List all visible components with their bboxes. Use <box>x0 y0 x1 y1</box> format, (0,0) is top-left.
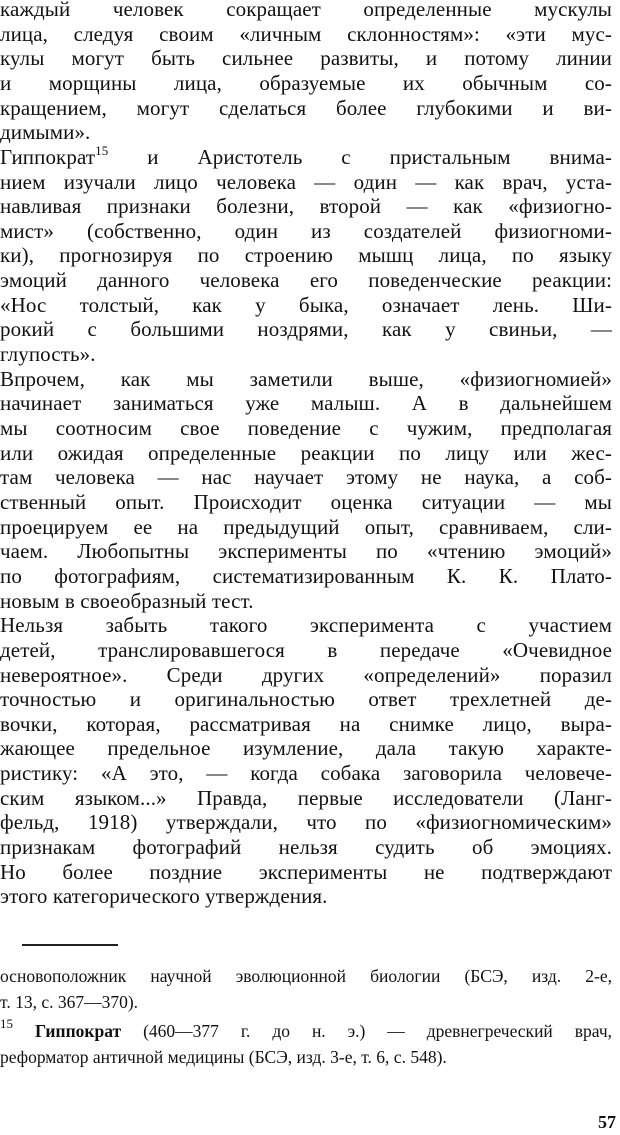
body-line: мы соотносим свое поведение с чужим, предполагая <box>0 416 612 441</box>
body-line: чаем. Любопытны эксперименты по «чтению эмоций» <box>0 539 612 564</box>
body-line: жающее предельное изумление, дала такую характе- <box>0 736 612 761</box>
body-line: ки), прогнозируя по строению мышц лица, по языку <box>0 243 612 268</box>
body-line: эмоций данного человека его поведенческие реакции: <box>0 268 612 293</box>
body-line: Впрочем, как мы заметили выше, «физиогномией» <box>0 366 612 391</box>
footnote-line: реформатор античной медицины (БСЭ, изд. 3-е, т. 6, с. 548). <box>0 1047 447 1067</box>
body-line: кулы могут быть сильнее развиты, и потому линии <box>0 46 612 71</box>
footnote-number: 15 <box>0 1018 13 1031</box>
body-line: ским языком...» Правда, первые исследователи (Ланг- <box>0 785 612 810</box>
body-line: рокий с большими ноздрями, как у свиньи, — <box>0 317 612 342</box>
body-line: по фотографиям, систематизированным К. К. Плато- <box>0 563 612 588</box>
footnote-ref: 15 <box>95 144 109 158</box>
paragraph-start: Гиппократ <box>0 144 96 169</box>
paragraph-cont: и Аристотель с пристальным внима- <box>108 144 612 169</box>
body-line: ственный опыт. Происходит оценка ситуации — мы <box>0 489 612 514</box>
body-line: ристику: «А это, — когда собака заговорила человече- <box>0 761 612 786</box>
footnote-separator <box>22 944 118 946</box>
footnote-hippocrates <box>0 1018 612 1044</box>
body-line: вочки, которая, рассматривая на снимке лицо, выра- <box>0 711 612 736</box>
footnote-text: (460—377 г. до н. э.) — древнегреческий врач, <box>121 1021 612 1041</box>
body-line: фельд, 1918) утверждали, что по «физиогномическим» <box>0 810 612 835</box>
page-number: 57 <box>598 1112 616 1132</box>
body-line: навливая признаки болезни, второй — как «физиогно- <box>0 194 612 219</box>
body-line: детей, транслировавшегося в передаче «Очевидное <box>0 637 612 662</box>
body-line: глупость». <box>0 342 96 367</box>
body-line: признакам фотографий нельзя судить об эмоциях. <box>0 835 612 860</box>
body-line: димыми». <box>0 120 91 145</box>
body-line: «Нос толстый, как у быка, означает лень. Ши- <box>0 292 612 317</box>
footnote-line: основоположник научной эволюционной биологии (БСЭ, изд. 2-е, <box>0 966 612 986</box>
body-line: кращением, могут сделаться более глубокими и ви- <box>0 95 612 120</box>
body-line: лица, следуя своим «личным склонностям»: «эти мус- <box>0 21 612 46</box>
body-line: мист» (собственно, один из создателей физиогноми- <box>0 218 612 243</box>
body-line: и морщины лица, образуемые их обычным со- <box>0 70 612 95</box>
body-line: или ожидая определенные реакции по лицу или жес- <box>0 440 612 465</box>
footnote-line: т. 13, с. 367—370). <box>0 992 139 1012</box>
body-line: нием изучали лицо человека — один — как врач, уста- <box>0 169 612 194</box>
body-line: точностью и оригинальностью ответ трехлетней де- <box>0 687 612 712</box>
body-line-hippocrates <box>0 145 612 170</box>
body-line: Но более поздние эксперименты не подтверждают <box>0 859 612 884</box>
body-line: новым в своеобразный тест. <box>0 588 254 613</box>
body-line: проецируем ее на предыдущий опыт, сравниваем, сли- <box>0 514 612 539</box>
body-line: там человека — нас научает этому не наука, а соб- <box>0 465 612 490</box>
body-line: невероятное». Среди других «определений» поразил <box>0 662 612 687</box>
body-line: каждый человек сокращает определенные мускулы <box>0 0 612 21</box>
body-line: Нельзя забыть такого эксперимента с участием <box>0 613 612 638</box>
footnote-term: Гиппократ <box>13 1021 122 1041</box>
body-line: этого категорического утверждения. <box>0 884 328 909</box>
body-line: начинает заниматься уже малыш. А в дальнейшем <box>0 391 612 416</box>
